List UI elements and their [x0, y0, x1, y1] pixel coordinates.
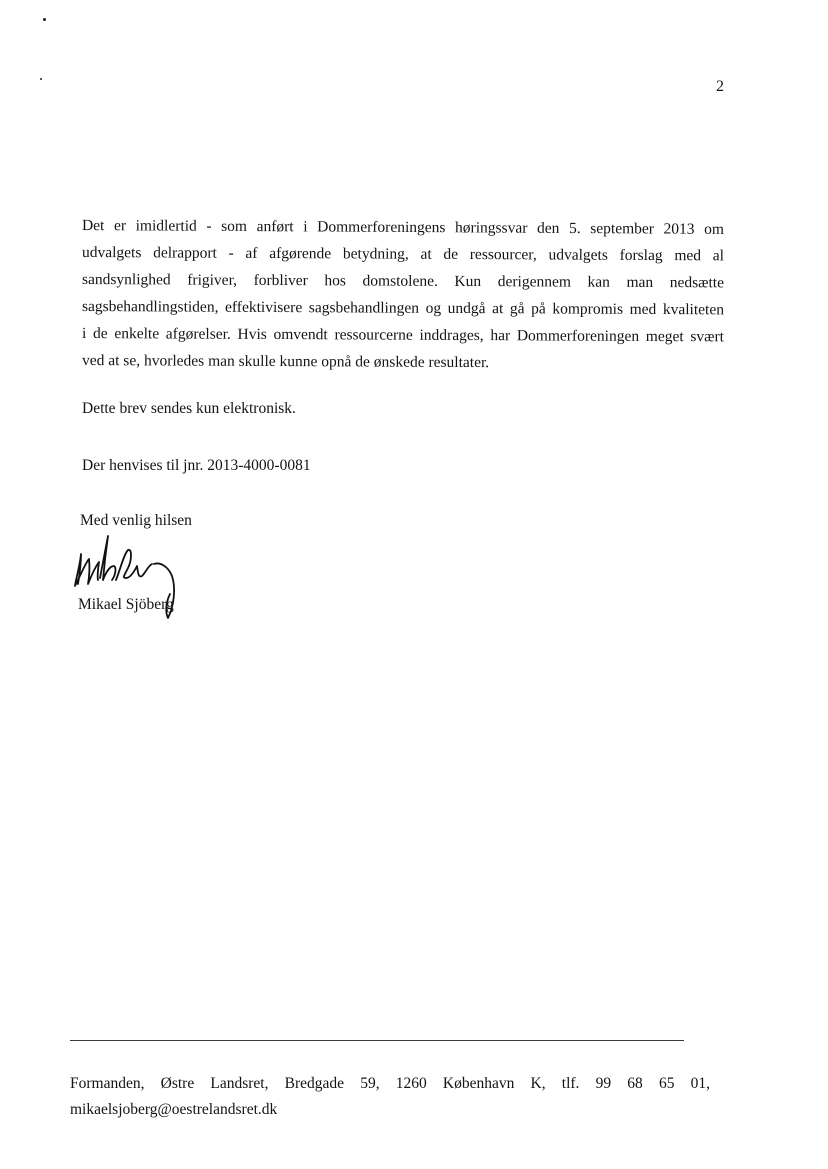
- body-line: ved at se, hvorledes man skulle kunne opnå de ønskede resultater.: [81, 352, 490, 372]
- body-paragraph: [82, 212, 724, 374]
- footer-email: mikaelsjoberg@oestrelandsret.dk: [70, 1101, 278, 1118]
- closing-salutation: Med venlig hilsen: [80, 512, 192, 529]
- signer-name: Mikael Sjöberg: [78, 596, 174, 613]
- footer-divider: [70, 1040, 684, 1041]
- scan-speck: [40, 78, 42, 80]
- body-line: Det er imidlertid - som anført i Dommerforeningens høringssvar den 5. september 2013 om: [81, 217, 725, 238]
- footer-address: Formanden, Østre Landsret, Bredgade 59, 1260 København K, tlf. 99 68 65 01,: [70, 1075, 710, 1092]
- body-line: i de enkelte afgørelser. Hvis omvendt ressourcerne inddrages, har Dommerforeningen meget svært: [81, 325, 725, 346]
- body-line: sandsynlighed frigiver, forbliver hos domstolene. Kun derigennem kan man nedsætte: [81, 271, 725, 292]
- body-line: udvalgets delrapport - af afgørende betydning, at de ressourcer, udvalgets forslag med al: [81, 244, 725, 265]
- scan-speck: [43, 18, 46, 21]
- body-line: sagsbehandlingstiden, effektivisere sagsbehandlingen og undgå at gå på kompromis med kvaliteten: [81, 298, 725, 319]
- reference-line: Der henvises til jnr. 2013-4000-0081: [82, 457, 311, 474]
- page-number: 2: [716, 78, 724, 95]
- electronic-delivery-note: Dette brev sendes kun elektronisk.: [82, 400, 296, 417]
